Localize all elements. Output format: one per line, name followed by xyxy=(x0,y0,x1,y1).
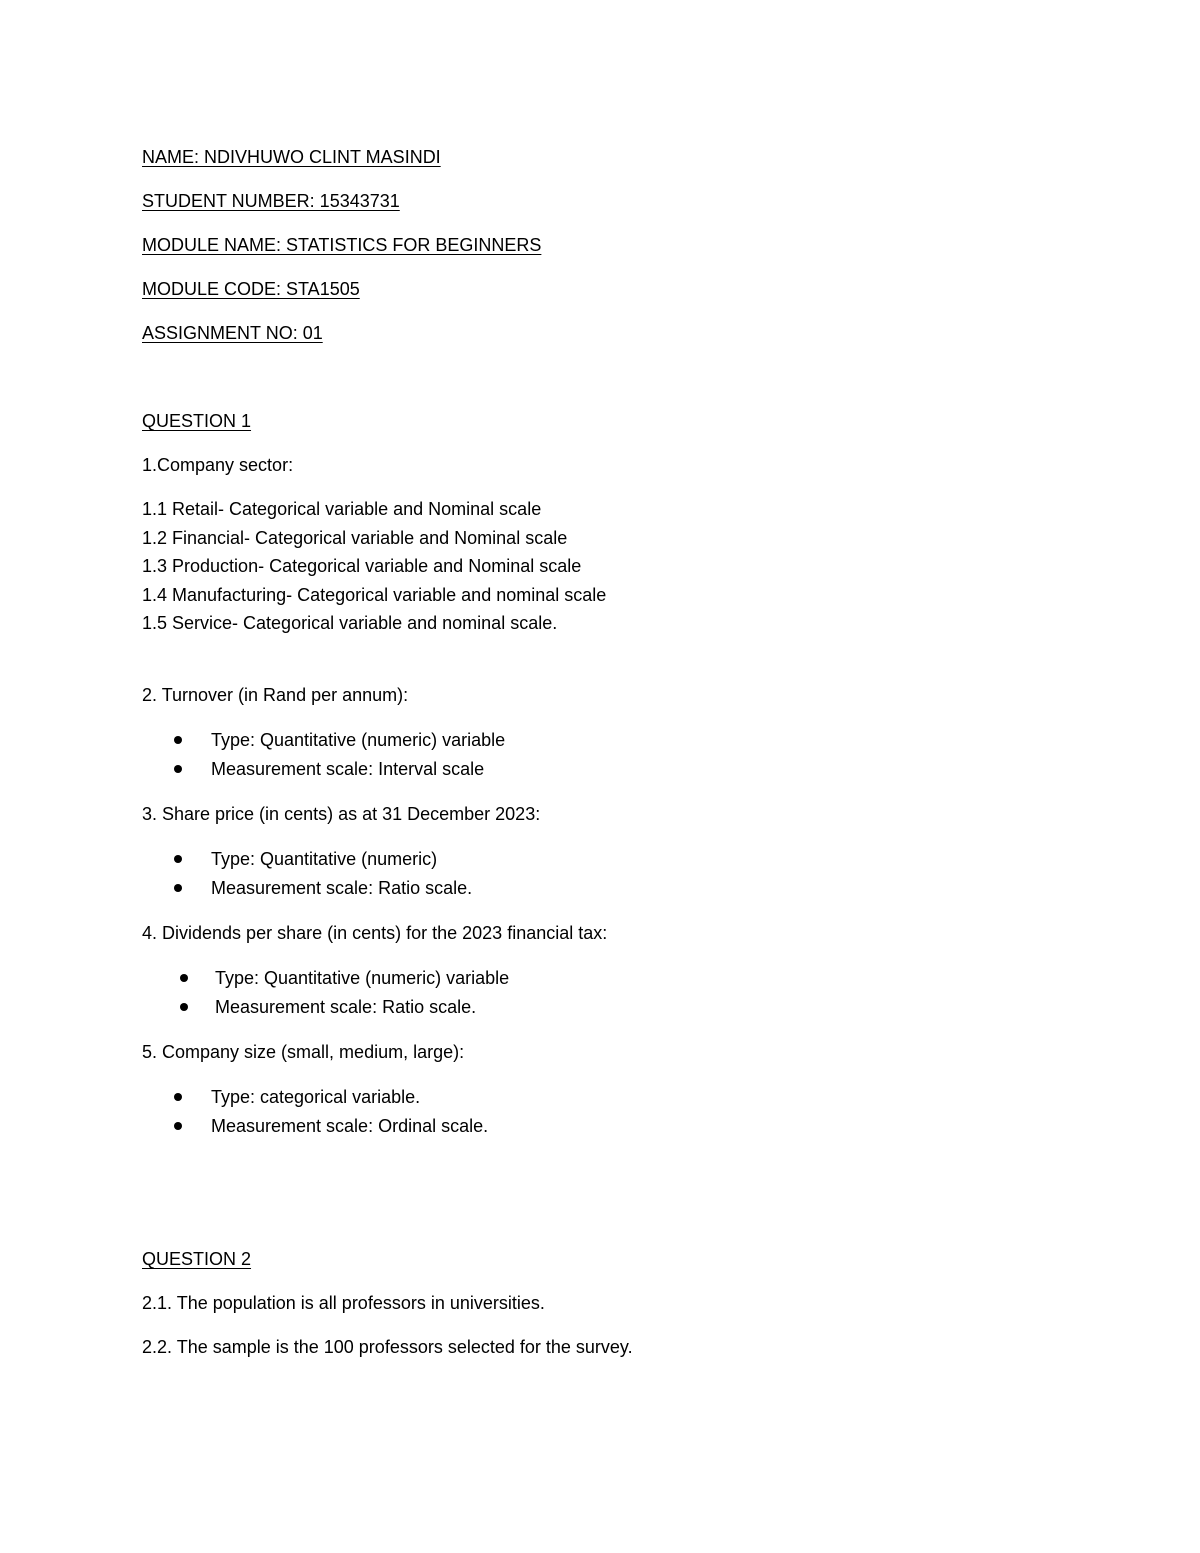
bullet-text: Type: Quantitative (numeric) variable xyxy=(215,968,510,988)
sector-item: 1.2 Financial- Categorical variable and Nominal scale xyxy=(142,528,568,548)
company-size-title: 5. Company size (small, medium, large): xyxy=(142,1042,465,1062)
bullet-icon xyxy=(174,1122,182,1130)
module-name: MODULE NAME: STATISTICS FOR BEGINNERS xyxy=(142,235,542,255)
dividends-title: 4. Dividends per share (in cents) for the 2023 financial tax: xyxy=(142,923,608,943)
sector-item: 1.5 Service- Categorical variable and nominal scale. xyxy=(142,613,558,633)
bullet-icon xyxy=(174,736,182,744)
bullet-text: Type: Quantitative (numeric) xyxy=(211,849,438,869)
bullet-icon xyxy=(174,884,182,892)
bullet-icon xyxy=(174,855,182,863)
question-1-intro: 1.Company sector: xyxy=(142,455,294,475)
bullet-text: Measurement scale: Ordinal scale. xyxy=(211,1116,489,1136)
sector-item: 1.4 Manufacturing- Categorical variable and nominal scale xyxy=(142,585,607,605)
assignment-number: ASSIGNMENT NO: 01 xyxy=(142,323,323,343)
share-price-title: 3. Share price (in cents) as at 31 December 2023: xyxy=(142,804,541,824)
sector-item: 1.3 Production- Categorical variable and Nominal scale xyxy=(142,556,582,576)
student-name: NAME: NDIVHUWO CLINT MASINDI xyxy=(142,147,441,167)
bullet-icon xyxy=(180,1003,188,1011)
bullet-icon xyxy=(180,974,188,982)
bullet-icon xyxy=(174,1093,182,1101)
bullet-icon xyxy=(174,765,182,773)
bullet-text: Measurement scale: Ratio scale. xyxy=(211,878,473,898)
sector-item: 1.1 Retail- Categorical variable and Nominal scale xyxy=(142,499,542,519)
answer-sample: 2.2. The sample is the 100 professors selected for the survey. xyxy=(142,1337,633,1357)
question-1-heading: QUESTION 1 xyxy=(142,411,252,431)
turnover-title: 2. Turnover (in Rand per annum): xyxy=(142,685,409,705)
answer-population: 2.1. The population is all professors in universities. xyxy=(142,1293,545,1313)
bullet-text: Measurement scale: Ratio scale. xyxy=(215,997,477,1017)
question-2-heading: QUESTION 2 xyxy=(142,1249,252,1269)
bullet-text: Type: categorical variable. xyxy=(211,1087,421,1107)
student-number: STUDENT NUMBER: 15343731 xyxy=(142,191,400,211)
bullet-text: Measurement scale: Interval scale xyxy=(211,759,485,779)
bullet-text: Type: Quantitative (numeric) variable xyxy=(211,730,506,750)
module-code: MODULE CODE: STA1505 xyxy=(142,279,360,299)
